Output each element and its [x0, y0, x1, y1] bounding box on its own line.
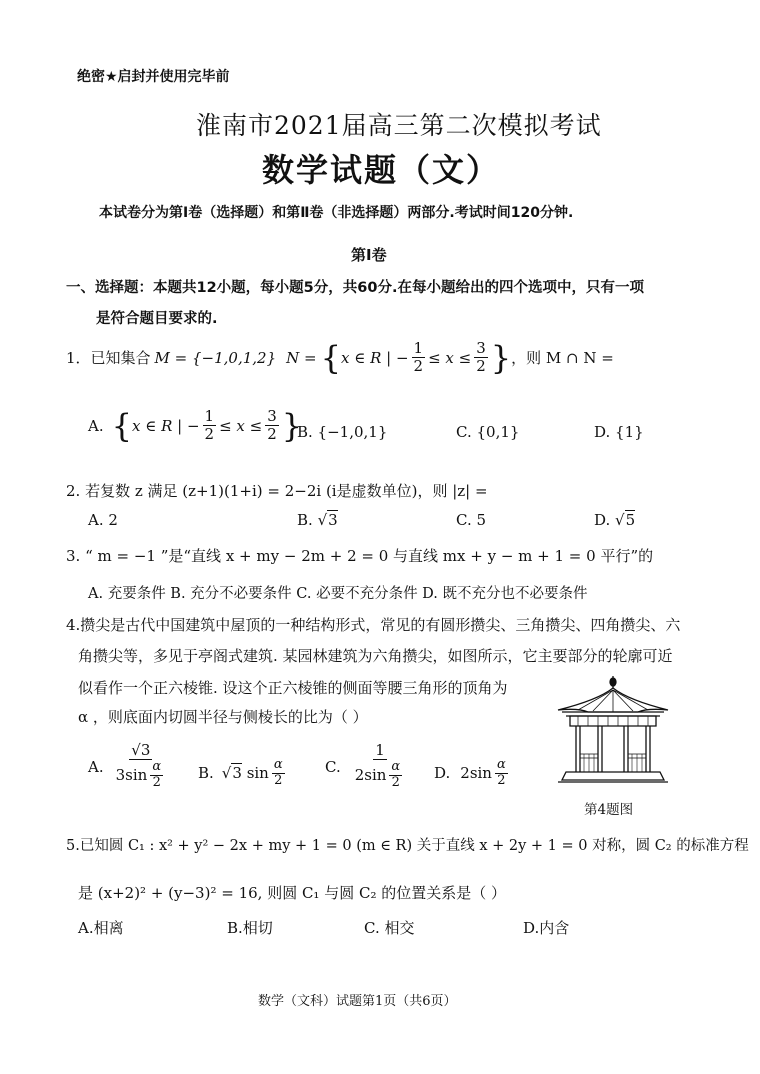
page-footer: 数学（文科）试题第1页（共6页） — [258, 994, 457, 1009]
q2-option-a[interactable]: A. 2 — [88, 511, 118, 529]
figure-caption: 第4题图 — [584, 802, 634, 818]
q1-option-b[interactable]: B. {−1,0,1} — [297, 423, 388, 441]
q5-option-c[interactable]: C. 相交 — [364, 919, 415, 937]
q1-option-a[interactable]: A. { x ∈ R | − $\frac{1}{2}$ ≤ x ≤ $\frac{3}{2}$ } — [88, 406, 303, 445]
question-4-line4: α ，则底面内切圆半径与侧棱长的比为（ ） — [78, 708, 368, 726]
q3-options[interactable]: A. 充要条件 B. 充分不必要条件 C. 必要不充分条件 D. 既不充分也不必要条件 — [88, 586, 588, 602]
q2-option-d[interactable]: D. √5 — [594, 511, 636, 529]
section-label: 第Ⅰ卷 — [351, 246, 387, 264]
q4-option-b[interactable]: B. √3 sin $\frac{\alpha}{2}$ — [198, 757, 283, 788]
question-2: 2. 若复数 z 满足 (z+1)(1+i) = 2−2i (i是虚数单位)，则 |z| = — [66, 482, 488, 500]
q1-set-n-label: N = — [286, 348, 317, 367]
q4-option-c[interactable]: C. 1 2 sin $\frac{\alpha}{2}$ — [325, 741, 401, 791]
confidential-label: 绝密★启封并使用完毕前 — [77, 69, 230, 85]
exam-title: 淮南市2021届高三第二次模拟考试 — [196, 111, 602, 140]
question-5-line2: 是 (x+2)² + (y−3)² = 16, 则圆 C₁ 与圆 C₂ 的位置关系是（ ） — [78, 884, 507, 902]
question-1 — [66, 340, 614, 376]
question-3: 3. “ m = −1 ”是“直线 x + my − 2m + 2 = 0 与直线 mx + y − m + 1 = 0 平行”的 — [66, 547, 654, 565]
q1-brace-open: { — [320, 338, 341, 377]
q1-option-d[interactable]: D. {1} — [594, 423, 644, 441]
q4-option-d[interactable]: D. 2sin $\frac{\alpha}{2}$ — [434, 757, 506, 788]
q2-option-b[interactable]: B. √3 — [297, 511, 338, 529]
question-4-line3: 似看作一个正六棱锥. 设这个正六棱锥的侧面等腰三角形的顶角为 — [78, 679, 508, 697]
q5-option-a[interactable]: A.相离 — [78, 919, 124, 937]
subject-title: 数学试题（文） — [262, 151, 501, 189]
q5-option-d[interactable]: D.内含 — [523, 919, 570, 937]
q1-option-c[interactable]: C. {0,1} — [456, 423, 520, 441]
exam-intro: 本试卷分为第Ⅰ卷（选择题）和第Ⅱ卷（非选择题）两部分.考试时间120分钟. — [99, 205, 574, 221]
q1-suffix: ，则 M ∩ N = — [511, 349, 614, 368]
q1-prefix: 1．已知集合 — [66, 349, 151, 368]
q2-option-c[interactable]: C. 5 — [456, 511, 487, 529]
question-4-line2: 角攒尖等，多见于亭阁式建筑. 某园林建筑为六角攒尖，如图所示，它主要部分的轮廓可近 — [78, 647, 673, 665]
q4-option-a[interactable]: A. √3 3 sin $\frac{\alpha}{2}$ — [88, 741, 162, 791]
q1-inequality: ≤ x ≤ — [428, 348, 472, 367]
part-heading-line2: 是符合题目要求的. — [96, 311, 218, 327]
part-heading-line1: 一、选择题：本题共12小题，每小题5分，共60分.在每小题给出的四个选项中，只有一项 — [66, 280, 644, 296]
q1-brace-close: } — [490, 338, 512, 377]
q1-set-condition: x ∈ R | − — [340, 348, 409, 367]
q1-set-m: M = {−1,0,1,2} — [154, 348, 277, 367]
pavilion-figure — [548, 674, 678, 786]
q1-fraction-half: $\frac{1}{2}$ — [413, 339, 424, 376]
q1-fraction-three-halves: $\frac{3}{2}$ — [476, 339, 486, 376]
question-4-line1: 4.攒尖是古代中国建筑中屋顶的一种结构形式，常见的有圆形攒尖、三角攒尖、四角攒尖、六 — [66, 616, 681, 634]
q5-option-b[interactable]: B.相切 — [227, 919, 273, 937]
question-5-line1: 5.已知圆 C₁ : x² + y² − 2x + my + 1 = 0 (m ∈ R) 关于直线 x + 2y + 1 = 0 对称，圆 C₂ 的标准方程 — [66, 838, 749, 854]
